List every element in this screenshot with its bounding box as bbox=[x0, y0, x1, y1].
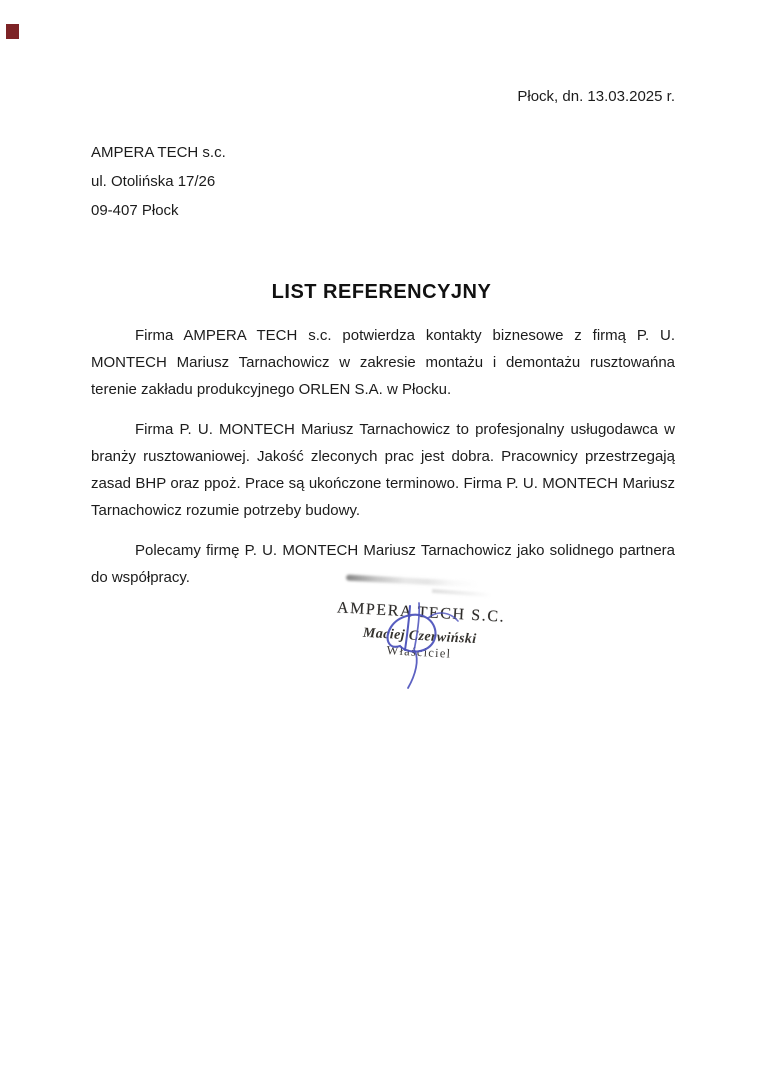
stamp-smudge bbox=[346, 575, 478, 588]
sender-city: 09-407 Płock bbox=[91, 202, 179, 219]
stamp-person-role: Właściciel bbox=[386, 643, 452, 661]
paragraph-quality-assessment: Firma P. U. MONTECH Mariusz Tarnachowicz to profesjonalny usługodawca w branży rusztowaniowej. Jakość zleconych prac jest dobra. Pracownicy przestrzegają zasad BHP oraz ppoż. Prace są ukończone terminowo. Firma P. U. MONTECH Mariusz Tarnachowicz rozumie potrzeby budowy. bbox=[91, 421, 675, 519]
letter-body bbox=[91, 322, 675, 591]
stamp-smudge-faint bbox=[432, 589, 492, 597]
paragraph-business-contacts: Firma AMPERA TECH s.c. potwierdza kontakty biznesowe z firmą P. U. MONTECH Mariusz Tarnachowicz w zakresie montażu i demontażu rusztowańna terenie zakładu produkcyjnego ORLEN S.A. w Płocku. bbox=[91, 327, 675, 398]
document-title: LIST REFERENCYJNY bbox=[271, 281, 492, 304]
stamp-and-signature-area bbox=[330, 574, 510, 694]
sender-street: ul. Otolińska 17/26 bbox=[91, 173, 216, 190]
stamp-company-name: AMPERA TECH S.C. bbox=[336, 599, 506, 626]
scan-artifact-mark bbox=[6, 24, 19, 39]
sender-company-name: AMPERA TECH s.c. bbox=[91, 144, 226, 161]
paragraph-recommendation: Polecamy firmę P. U. MONTECH Mariusz Tarnachowicz jako solidnego partnera do współpracy. bbox=[91, 542, 675, 586]
date-line: Płock, dn. 13.03.2025 r. bbox=[517, 88, 675, 105]
sender-address-block bbox=[91, 138, 226, 225]
company-stamp bbox=[329, 599, 512, 665]
stamp-person-name: Maciej Czerwiński bbox=[362, 625, 477, 648]
